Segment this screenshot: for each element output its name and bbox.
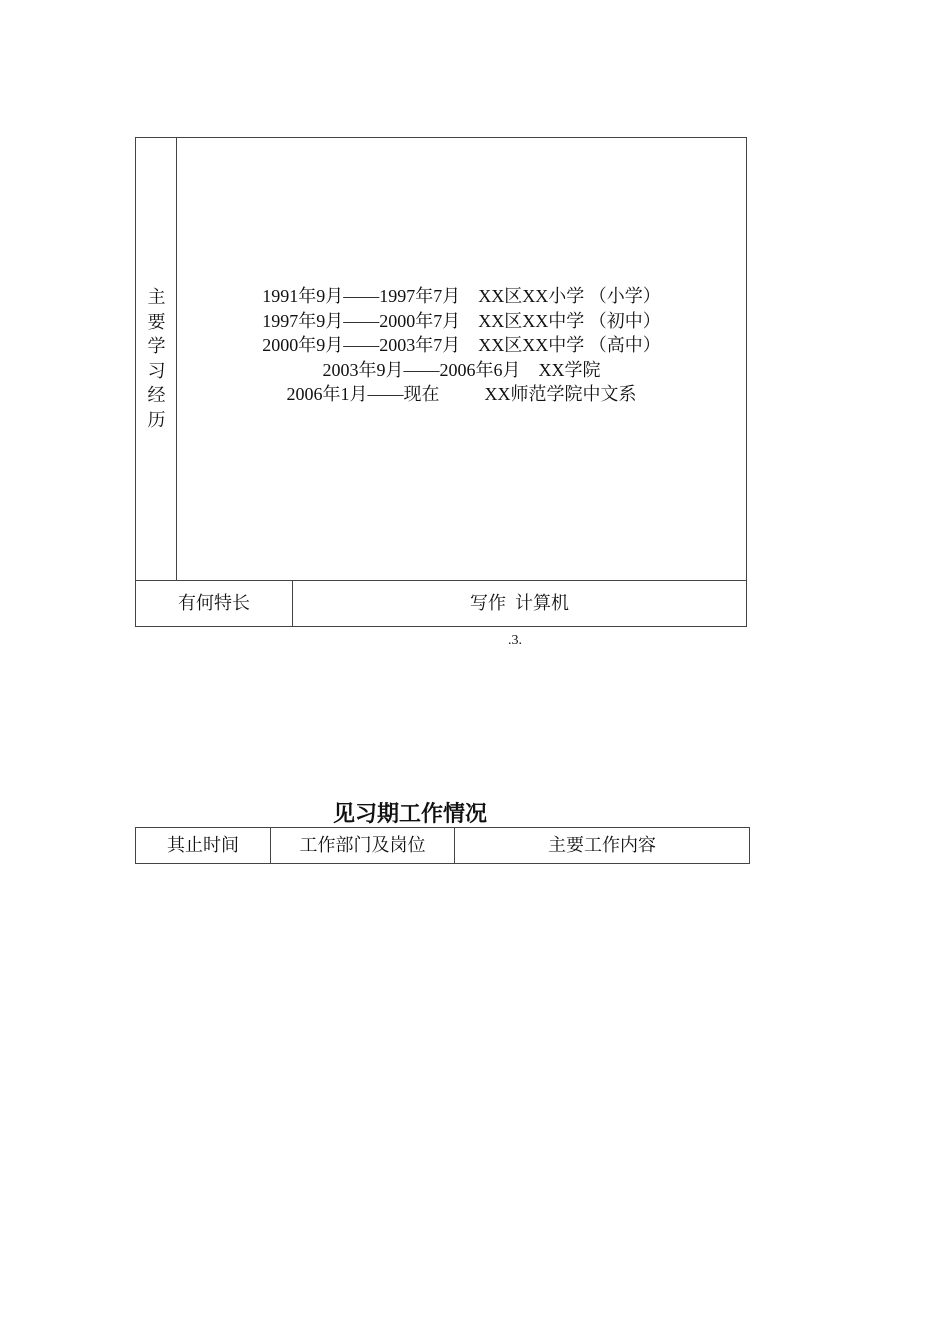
study-history-label [136,285,177,432]
page-number: .3. [508,633,522,648]
label-char: 要 [147,311,166,332]
history-entry: 2006年1月——现在 XX师范学院中文系 [286,384,637,405]
label-char: 学 [147,336,166,356]
study-history-list [177,284,746,407]
internship-work-table [135,827,750,864]
section-title: 见习期工作情况 [332,801,487,826]
study-history-table [135,137,747,627]
column-header-content: 主要工作内容 [548,835,656,855]
specialty-value: 写作 计算机 [470,593,569,613]
history-entry: 2000年9月——2003年7月 XX区XX中学 （高中） [262,335,661,356]
study-history-label-cell [136,138,177,580]
study-history-content-cell [177,138,746,580]
label-char: 历 [147,409,166,430]
column-header-department: 工作部门及岗位 [271,828,455,863]
specialty-label: 有何特长 [136,581,293,626]
column-header-period: 其止时间 [136,828,271,863]
history-entry: 1997年9月——2000年7月 XX区XX中学 （初中） [262,310,661,331]
history-entry: 2003年9月——2006年6月 XX学院 [322,359,601,380]
history-entry: 1991年9月——1997年7月 XX区XX小学 （小学） [262,286,661,306]
label-char: 习 [147,360,166,381]
label-char: 主 [147,287,166,307]
label-char: 经 [147,385,166,405]
